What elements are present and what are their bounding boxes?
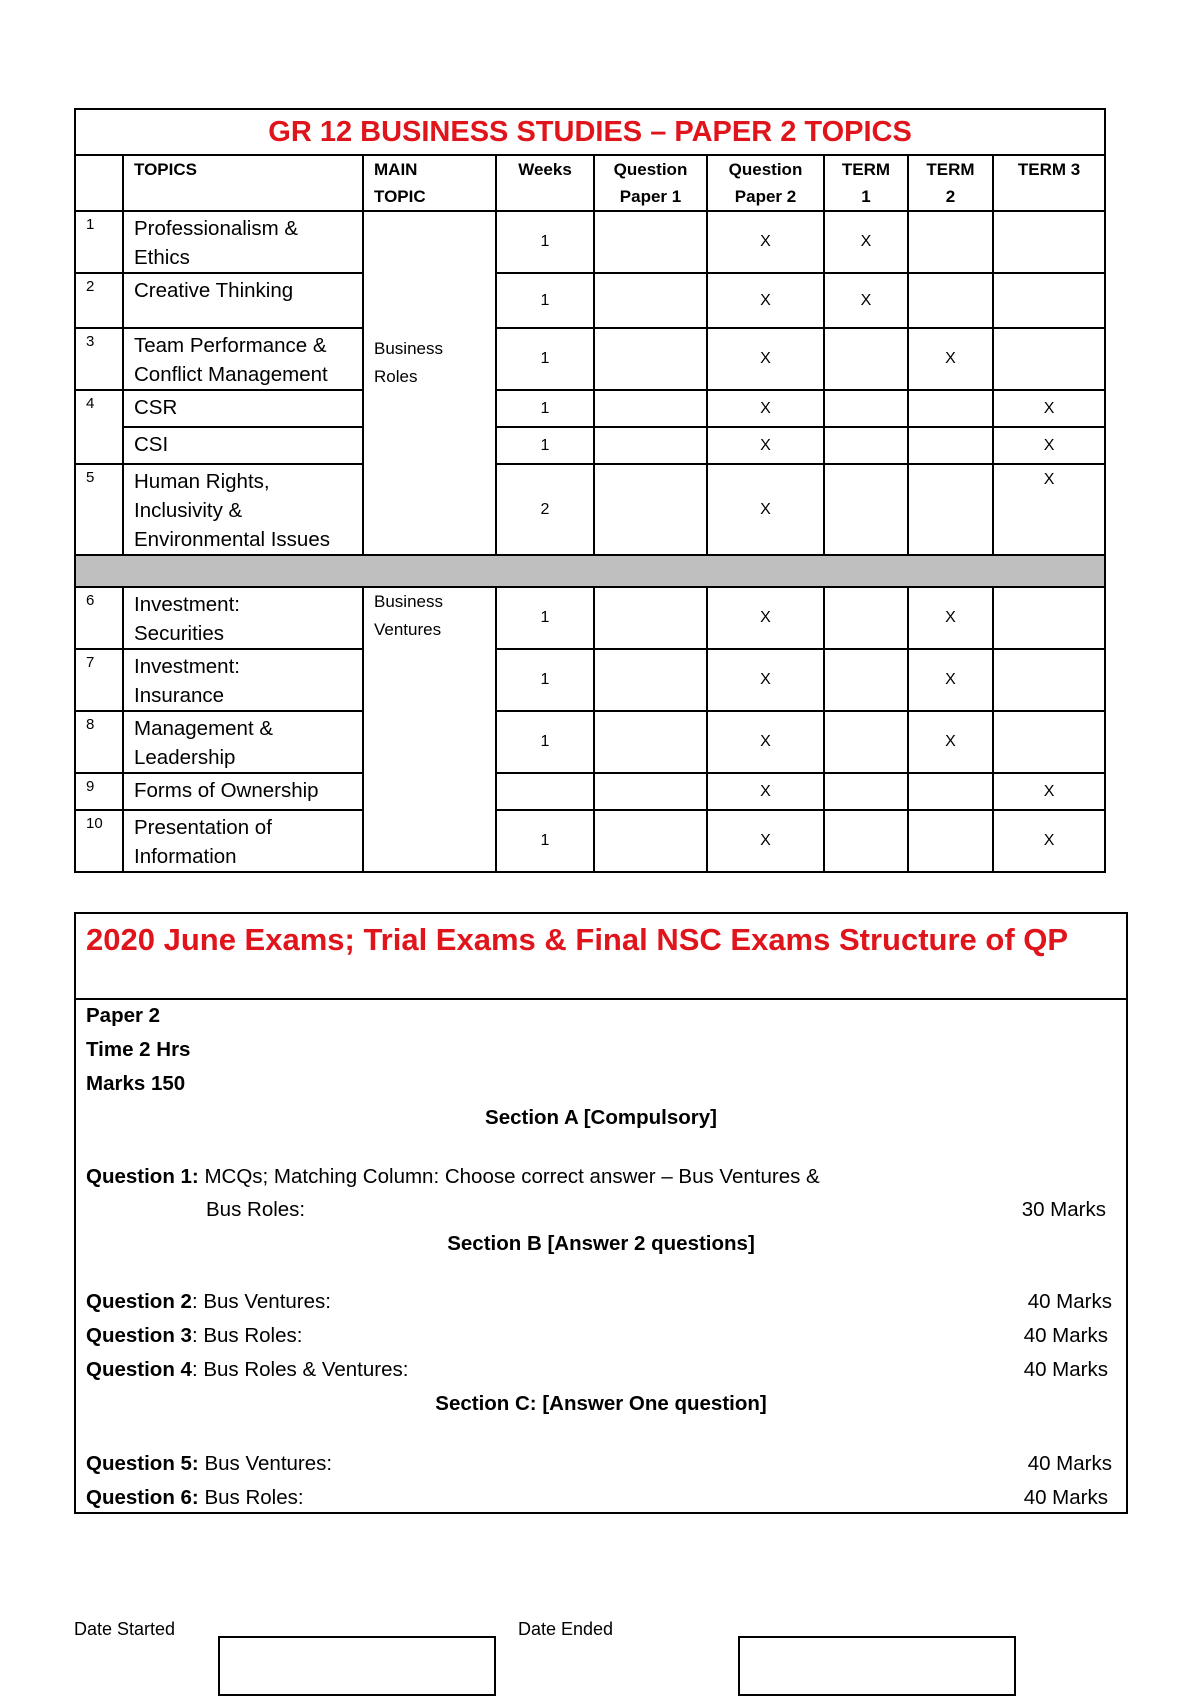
- table-row: [75, 390, 1105, 427]
- row-topic: CSI: [123, 427, 363, 464]
- row-number: 9: [75, 773, 123, 810]
- header-question-paper-2: Question Paper 2: [707, 155, 824, 211]
- table-row: [75, 649, 1105, 711]
- row-number: 4: [75, 390, 123, 464]
- row-qp1: [594, 649, 707, 711]
- row-weeks: 1: [496, 587, 594, 649]
- row-term1: X: [824, 211, 908, 273]
- table-row: [75, 273, 1105, 328]
- row-term3: X: [993, 464, 1105, 555]
- question-2-marks: 40 Marks: [1027, 1290, 1112, 1313]
- row-weeks: 1: [496, 649, 594, 711]
- row-topic: Management & Leadership: [123, 711, 363, 773]
- exam-structure-title: 2020 June Exams; Trial Exams & Final NSC Exams Structure of QP: [76, 914, 1126, 1000]
- row-qp1: [594, 810, 707, 872]
- row-number: 6: [75, 587, 123, 649]
- table-title: GR 12 BUSINESS STUDIES – PAPER 2 TOPICS: [75, 109, 1105, 155]
- row-qp2: X: [707, 810, 824, 872]
- date-ended-field[interactable]: [738, 1636, 1016, 1696]
- row-term2: [908, 273, 993, 328]
- question-3-marks: 40 Marks: [1023, 1324, 1108, 1347]
- row-qp1: [594, 328, 707, 390]
- table-row: [75, 211, 1105, 273]
- marks-label: Marks 150: [86, 1072, 186, 1095]
- table-row: [75, 711, 1105, 773]
- row-number: 10: [75, 810, 123, 872]
- row-term3: [993, 328, 1105, 390]
- row-term1: [824, 328, 908, 390]
- main-topic-business-ventures: Business Ventures: [363, 587, 496, 872]
- row-topic: Forms of Ownership: [123, 773, 363, 810]
- question-3-line: Question 3: Bus Roles:: [86, 1324, 303, 1347]
- row-term1: [824, 649, 908, 711]
- row-topic: Team Performance & Conflict Management: [123, 328, 363, 390]
- row-term3: X: [993, 390, 1105, 427]
- table-row: [75, 810, 1105, 872]
- section-a-heading: Section A [Compulsory]: [485, 1106, 717, 1129]
- row-topic: Human Rights, Inclusivity & Environmental Issues: [123, 464, 363, 555]
- row-term1: [824, 427, 908, 464]
- question-2-line: Question 2: Bus Ventures:: [86, 1290, 331, 1313]
- row-qp1: [594, 390, 707, 427]
- row-term2: [908, 773, 993, 810]
- row-term1: X: [824, 273, 908, 328]
- row-term2: X: [908, 711, 993, 773]
- row-weeks: 1: [496, 273, 594, 328]
- table-row: [75, 427, 1105, 464]
- row-qp1: [594, 273, 707, 328]
- row-qp2: X: [707, 427, 824, 464]
- table-row: [75, 773, 1105, 810]
- header-num: [75, 155, 123, 211]
- main-topic-business-roles: Business Roles: [363, 211, 496, 555]
- row-term3: X: [993, 773, 1105, 810]
- question-4-marks: 40 Marks: [1023, 1358, 1108, 1381]
- date-started-field[interactable]: [218, 1636, 496, 1696]
- topics-table: [74, 108, 1106, 873]
- row-term2: [908, 464, 993, 555]
- row-topic: CSR: [123, 390, 363, 427]
- row-topic: Professionalism & Ethics: [123, 211, 363, 273]
- row-term2: [908, 390, 993, 427]
- question-5-marks: 40 Marks: [1027, 1452, 1112, 1475]
- question-1-marks: 30 Marks: [1021, 1198, 1106, 1221]
- row-qp2: X: [707, 328, 824, 390]
- row-qp1: [594, 711, 707, 773]
- row-term3: X: [993, 810, 1105, 872]
- row-term1: [824, 464, 908, 555]
- question-1-line: Question 1: MCQs; Matching Column: Choose correct answer – Bus Ventures &: [86, 1165, 820, 1188]
- row-number: 3: [75, 328, 123, 390]
- row-term3: [993, 711, 1105, 773]
- row-term2: [908, 427, 993, 464]
- row-topic: Presentation of Information: [123, 810, 363, 872]
- row-term3: [993, 273, 1105, 328]
- row-weeks: 1: [496, 211, 594, 273]
- row-topic: Investment: Securities: [123, 587, 363, 649]
- row-weeks: 1: [496, 427, 594, 464]
- row-number: 5: [75, 464, 123, 555]
- question-6-marks: 40 Marks: [1023, 1486, 1108, 1509]
- row-term2: [908, 211, 993, 273]
- row-qp2: X: [707, 211, 824, 273]
- row-topic: Investment: Insurance: [123, 649, 363, 711]
- row-term3: [993, 211, 1105, 273]
- header-term-3: TERM 3: [993, 155, 1105, 211]
- header-weeks: Weeks: [496, 155, 594, 211]
- row-qp2: X: [707, 390, 824, 427]
- question-1-line-2: Bus Roles:: [206, 1198, 306, 1221]
- row-qp2: X: [707, 649, 824, 711]
- row-term3: X: [993, 427, 1105, 464]
- row-qp2: X: [707, 773, 824, 810]
- row-weeks: 1: [496, 328, 594, 390]
- header-term-2: TERM 2: [908, 155, 993, 211]
- row-term3: [993, 587, 1105, 649]
- row-weeks: 1: [496, 390, 594, 427]
- row-term2: X: [908, 649, 993, 711]
- date-ended-label: Date Ended: [518, 1619, 614, 1639]
- row-qp1: [594, 211, 707, 273]
- row-qp2: X: [707, 464, 824, 555]
- row-qp2: X: [707, 587, 824, 649]
- row-qp1: [594, 587, 707, 649]
- table-row: [75, 328, 1105, 390]
- header-question-paper-1: Question Paper 1: [594, 155, 707, 211]
- header-term-1: TERM 1: [824, 155, 908, 211]
- row-term2: [908, 810, 993, 872]
- row-term1: [824, 711, 908, 773]
- row-term1: [824, 587, 908, 649]
- separator-bar: [75, 555, 1105, 587]
- row-number: 1: [75, 211, 123, 273]
- row-term1: [824, 773, 908, 810]
- row-qp1: [594, 427, 707, 464]
- separator-row: [75, 555, 1105, 587]
- row-weeks: [496, 773, 594, 810]
- time-label: Time 2 Hrs: [86, 1038, 191, 1061]
- row-term3: [993, 649, 1105, 711]
- row-term1: [824, 390, 908, 427]
- row-number: 2: [75, 273, 123, 328]
- paper-label: Paper 2: [86, 1004, 161, 1027]
- exam-structure-box: [74, 912, 1128, 1514]
- question-6-line: Question 6: Bus Roles:: [86, 1486, 304, 1509]
- row-number: 8: [75, 711, 123, 773]
- row-qp1: [594, 773, 707, 810]
- question-5-line: Question 5: Bus Ventures:: [86, 1452, 333, 1475]
- row-qp2: X: [707, 711, 824, 773]
- table-row: [75, 587, 1105, 649]
- row-term1: [824, 810, 908, 872]
- row-weeks: 2: [496, 464, 594, 555]
- table-header-row: [75, 155, 1105, 211]
- row-weeks: 1: [496, 810, 594, 872]
- row-term2: X: [908, 328, 993, 390]
- row-topic: Creative Thinking: [123, 273, 363, 328]
- header-topics: TOPICS: [123, 155, 363, 211]
- section-b-heading: Section B [Answer 2 questions]: [447, 1232, 755, 1255]
- row-qp1: [594, 464, 707, 555]
- date-started-label: Date Started: [74, 1619, 176, 1639]
- header-main-topic: MAIN TOPIC: [363, 155, 496, 211]
- row-qp2: X: [707, 273, 824, 328]
- section-c-heading: Section C: [Answer One question]: [435, 1392, 767, 1415]
- row-weeks: 1: [496, 711, 594, 773]
- row-term2: X: [908, 587, 993, 649]
- table-row: [75, 464, 1105, 555]
- row-number: 7: [75, 649, 123, 711]
- question-4-line: Question 4: Bus Roles & Ventures:: [86, 1358, 409, 1381]
